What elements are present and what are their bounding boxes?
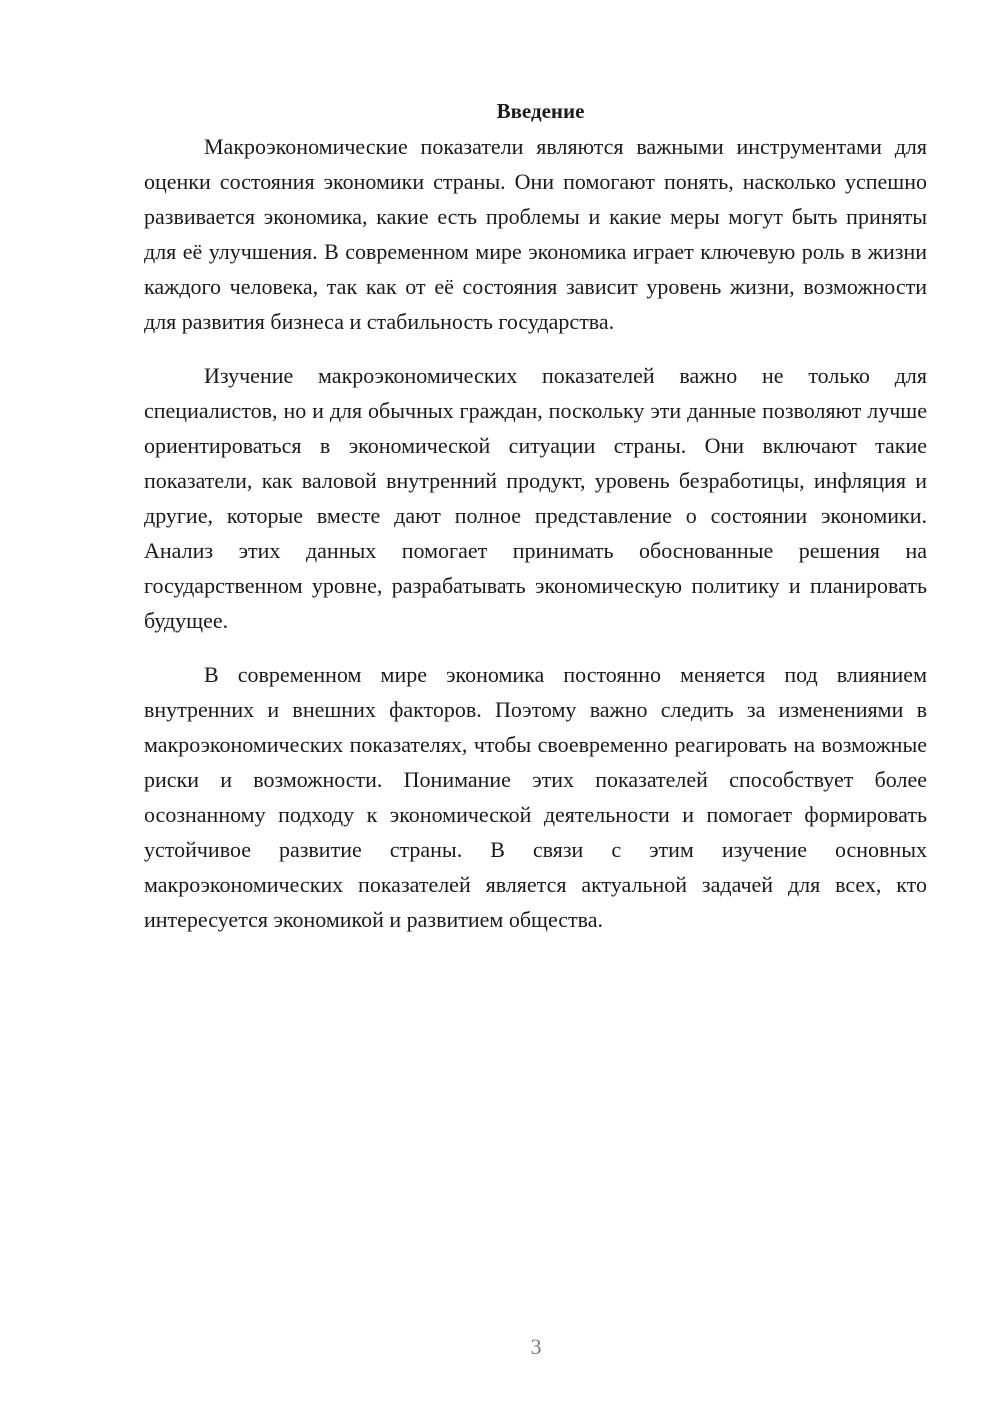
page-content (144, 93, 927, 956)
paragraph-3: В современном мире экономика постоянно меняется под влиянием внутренних и внешних факторов. Поэтому важно следить за изменениями в макроэкономических показателях, чтобы своевременно реагировать на возможные риски и возможности. Понимание этих показателей способствует более осознанному подходу к экономической деятельности и помогает формировать устойчивое развитие страны. В связи с этим изучение основных макроэкономических показателей является актуальной задачей для всех, кто интересуется экономикой и развитием общества. (144, 662, 927, 932)
section-heading: Введение (496, 99, 585, 123)
paragraph-1: Макроэкономические показатели являются важными инструментами для оценки состояния экономики страны. Они помогают понять, насколько успешно развивается экономика, какие есть проблемы и какие меры могут быть приняты для её улучшения. В современном мире экономика играет ключевую роль в жизни каждого человека, так как от её состояния зависит уровень жизни, возможности для развития бизнеса и стабильность государства. (144, 134, 927, 334)
paragraph-2: Изучение макроэкономических показателей важно не только для специалистов, но и для обычных граждан, поскольку эти данные позволяют лучше ориентироваться в экономической ситуации страны. Они включают такие показатели, как валовой внутренний продукт, уровень безработицы, инфляция и другие, которые вместе дают полное представление о состоянии экономики. Анализ этих данных помогает принимать обоснованные решения на государственном уровне, разрабатывать экономическую политику и планировать будущее. (144, 363, 927, 633)
page-number: 3 (530, 1334, 542, 1359)
